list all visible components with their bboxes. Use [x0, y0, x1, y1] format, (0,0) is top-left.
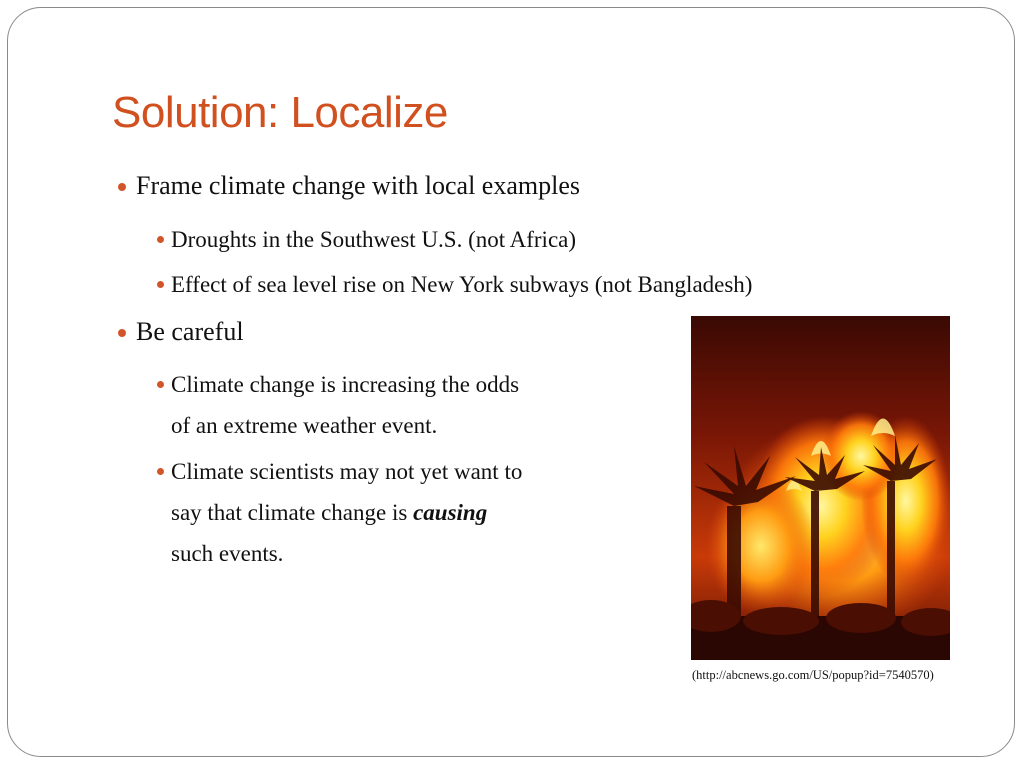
sub-bullet-line: of an extreme weather event. — [171, 413, 438, 438]
sub-bullet-line — [171, 492, 522, 533]
emphasis-causing: causing — [413, 500, 488, 525]
sub-bullet-text — [171, 364, 519, 446]
bullet-dot-icon — [118, 329, 126, 337]
sub-bullet-line: such events. — [171, 541, 284, 566]
sub-bullet-text: Droughts in the Southwest U.S. (not Africa) — [171, 227, 577, 252]
bullet-text: Be careful — [136, 317, 244, 346]
sub-bullet-line: Climate scientists may not yet want to — [171, 459, 523, 484]
wildfire-palm-trees-icon — [691, 316, 950, 660]
sub-bullet-odds — [157, 364, 519, 446]
sub-bullet-text — [171, 451, 522, 574]
bullet-dot-icon — [157, 281, 164, 288]
image-source-caption: (http://abcnews.go.com/US/popup?id=7540570) — [692, 668, 934, 682]
sub-bullet-line-text: say that climate change is — [171, 500, 414, 525]
slide-title: Solution: Localize — [112, 88, 448, 137]
bullet-dot-icon — [157, 236, 164, 243]
bullet-be-careful — [118, 317, 244, 347]
bullet-dot-icon — [118, 183, 126, 191]
bullet-text: Frame climate change with local examples — [136, 171, 580, 200]
sub-bullet-line: Climate change is increasing the odds — [171, 372, 520, 397]
sub-bullet-sea-level — [157, 264, 752, 305]
sub-bullet-droughts — [157, 219, 576, 260]
sub-bullet-text: Effect of sea level rise on New York subways (not Bangladesh) — [171, 272, 753, 297]
bullet-dot-icon — [157, 381, 164, 388]
bullet-dot-icon — [157, 468, 164, 475]
bullet-frame-local-examples — [118, 171, 580, 201]
wildfire-photo — [691, 316, 950, 660]
sub-bullet-causing — [157, 451, 522, 574]
